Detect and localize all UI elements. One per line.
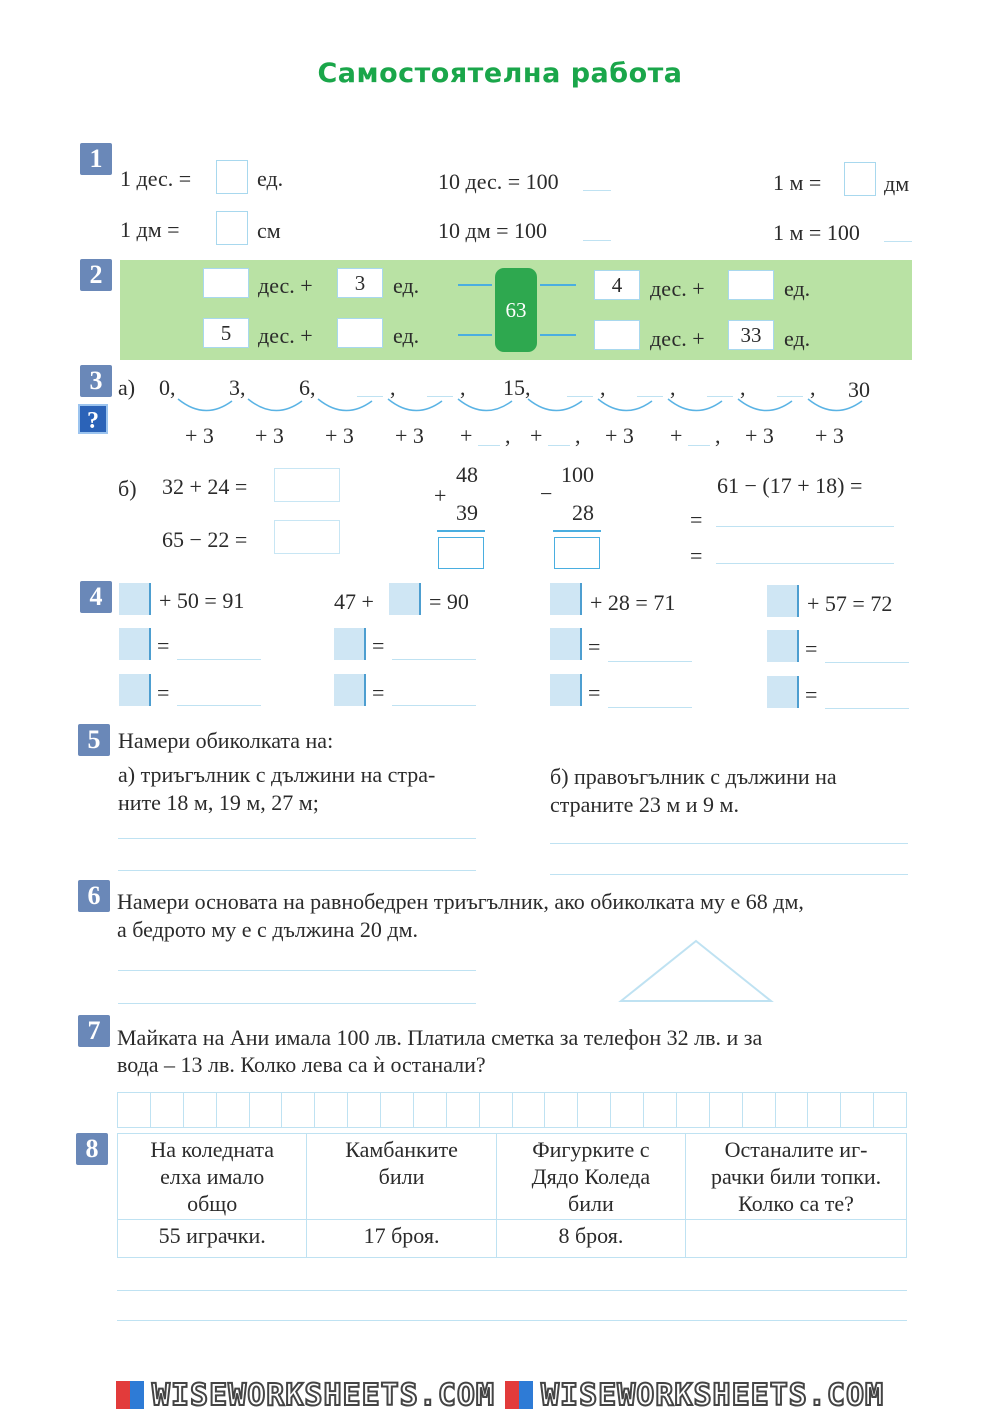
arc-arrow-icon [808, 399, 862, 411]
ex3-seq-item: , [740, 375, 746, 400]
ex3-b1: 32 + 24 = [162, 474, 248, 499]
exercise-3-badge: 3 [80, 365, 112, 397]
ex4-eq: = [805, 636, 818, 661]
ex3-add-sign: + [434, 483, 447, 508]
ex4-eq1: + 50 = 91 [159, 588, 245, 613]
ex3-step: + 3 [815, 423, 844, 448]
ex4-answer-line[interactable] [177, 705, 261, 706]
ex5-answer-line[interactable] [550, 874, 908, 875]
header-line: Дядо Коледа [531, 1164, 651, 1189]
ex2-des-label: дес. + [258, 273, 313, 298]
ex4-eq: = [157, 633, 170, 658]
ex3-sub-answer[interactable] [554, 537, 600, 569]
ex3-sub-rule [553, 530, 601, 532]
ex1-r1a-right: ед. [257, 166, 284, 191]
exercise-7-badge: 7 [78, 1015, 110, 1047]
ex3-step: + 3 [605, 423, 634, 448]
ex4-eq: = [805, 682, 818, 707]
ex2-answer-box[interactable] [594, 320, 640, 350]
ex3-blank[interactable] [567, 396, 593, 397]
ex3-seq-item: , [810, 375, 816, 400]
ex6-line1: Намери основата на равнобедрен триъгълник, ако обиколката му е 68 дм, [117, 889, 804, 914]
ex4-unknown-box[interactable] [119, 583, 151, 615]
ex5-answer-line[interactable] [550, 843, 908, 844]
triangle-icon [618, 938, 774, 1004]
ex8-value-cell: 17 броя. [307, 1220, 496, 1258]
arc-arrow-icon [598, 399, 652, 411]
ex2-ed-label: ед. [784, 326, 811, 351]
help-icon[interactable]: ? [78, 404, 108, 434]
ex2-center-number: 63 [495, 268, 537, 352]
ex3-step-arcs [170, 393, 870, 419]
arc-arrow-icon [388, 399, 442, 411]
ex4-answer-line[interactable] [608, 661, 692, 662]
ex3-add-bottom: 39 [456, 500, 478, 525]
ex5-b-line2: страните 23 м и 9 м. [550, 792, 739, 817]
arc-arrow-icon [178, 399, 232, 411]
arrow-left-icon [540, 334, 576, 336]
exercise-6-badge: 6 [78, 880, 110, 912]
arrow-right-icon [458, 334, 492, 336]
exercise-5-badge: 5 [78, 724, 110, 756]
ex1-answer-line[interactable] [884, 241, 912, 242]
ex2-value-box: 5 [203, 318, 249, 348]
ex4-unknown-box[interactable] [767, 585, 799, 617]
ex4-eq: = [157, 680, 170, 705]
header-line: На коледната [150, 1137, 275, 1162]
header-line: рачки били топки. [710, 1164, 882, 1189]
ex4-answer-line[interactable] [177, 659, 261, 660]
ex3-seq-item: , [460, 375, 466, 400]
ex3-b2: 65 − 22 = [162, 527, 248, 552]
footer-brand-text: WISEWORKSHEETS.COM [151, 1377, 495, 1413]
ex3-expression: 61 − (17 + 18) = [717, 473, 863, 498]
ex8-table [117, 1133, 907, 1258]
ex6-answer-line[interactable] [118, 970, 476, 971]
ex5-b-line1: б) правоъгълник с дължини на [550, 764, 837, 789]
ex3-sub-top: 100 [561, 462, 594, 487]
ex8-header-cell [307, 1134, 496, 1220]
ex8-answer-line[interactable] [117, 1290, 907, 1291]
ex5-question: Намери обиколката на: [118, 728, 334, 753]
ex3-eq: = [690, 543, 703, 568]
ex3-step: + [530, 423, 543, 448]
footer-brand [505, 1378, 884, 1412]
ex4-unknown-box [334, 674, 366, 706]
ex8-header-cell [496, 1134, 685, 1220]
ex3-sub-bottom: 28 [572, 500, 594, 525]
ex1-answer-box[interactable] [216, 160, 248, 194]
ex3-step: , [575, 423, 581, 448]
ex3-eq: = [690, 507, 703, 532]
ex3-step: + [670, 423, 683, 448]
header-line: общо [187, 1191, 238, 1216]
ex3-seq-item: 3, [229, 375, 246, 400]
ex3-answer-box[interactable] [274, 520, 340, 554]
ex2-ed-label: ед. [393, 323, 420, 348]
ex4-unknown-box [334, 628, 366, 660]
ex3-blank[interactable] [357, 396, 383, 397]
ex3-blank[interactable] [427, 396, 453, 397]
ex3-answer-box[interactable] [274, 468, 340, 502]
ex3-step: + [460, 423, 473, 448]
ex8-answer-line[interactable] [117, 1320, 907, 1321]
ex1-r1c-right: дм [884, 171, 910, 196]
ex2-ed-label: ед. [393, 273, 420, 298]
ex3-step: + 3 [745, 423, 774, 448]
ex1-r1b: 10 дес. = 100 [438, 169, 559, 194]
ex8-header-cell [686, 1134, 907, 1220]
ex3-blank[interactable] [688, 445, 710, 446]
ex3-answer-line[interactable] [716, 563, 894, 564]
ex4-eq: = [372, 633, 385, 658]
ex1-r1a-left: 1 дес. = [120, 166, 192, 191]
footer-watermark [0, 1378, 1000, 1412]
ex2-answer-box[interactable] [728, 270, 774, 300]
ex1-answer-line[interactable] [583, 190, 611, 191]
ex2-answer-box[interactable] [203, 268, 249, 298]
ex4-unknown-box[interactable] [389, 583, 421, 615]
ex3-blank[interactable] [777, 396, 803, 397]
ex7-line2: вода – 13 лв. Колко лева са ѝ останали? [117, 1052, 486, 1077]
arc-arrow-icon [738, 399, 792, 411]
ex4-eq: = [588, 634, 601, 659]
ex3-seq-item: , [670, 375, 676, 400]
header-line: били [568, 1191, 614, 1216]
ex4-eq2-right: = 90 [429, 589, 469, 614]
ex3-a-label: а) [118, 375, 136, 400]
ex4-answer-line[interactable] [825, 662, 909, 663]
arc-arrow-icon [458, 399, 512, 411]
ex4-unknown-box [767, 630, 799, 662]
header-line: били [378, 1164, 425, 1189]
ex8-header-cell [118, 1134, 307, 1220]
ex4-unknown-box [119, 674, 151, 706]
ex3-blank[interactable] [707, 396, 733, 397]
arc-arrow-icon [318, 399, 372, 411]
ex8-value-cell: 8 броя. [496, 1220, 685, 1258]
ex3-seq-item: 15, [503, 375, 531, 400]
ex4-eq4: + 57 = 72 [807, 591, 893, 616]
ex3-add-top: 48 [456, 462, 478, 487]
ex3-blank[interactable] [478, 445, 500, 446]
ex2-answer-box[interactable] [337, 318, 383, 348]
ex3-add-answer[interactable] [438, 537, 484, 569]
exercise-1-badge: 1 [80, 143, 112, 175]
ex3-step: + 3 [255, 423, 284, 448]
ex4-unknown-box [767, 676, 799, 708]
ex3-step: , [715, 423, 721, 448]
ex2-ed-label: ед. [784, 276, 811, 301]
ex4-answer-line[interactable] [392, 705, 476, 706]
ex4-answer-line[interactable] [392, 659, 476, 660]
ex4-eq3: + 28 = 71 [590, 590, 676, 615]
ex3-seq-item: , [600, 375, 606, 400]
arrow-right-icon [458, 284, 492, 286]
ex4-answer-line[interactable] [825, 708, 909, 709]
ex2-value-box: 3 [337, 268, 383, 298]
exercise-4-badge: 4 [80, 581, 112, 613]
ex2-des-label: дес. + [650, 326, 705, 351]
ex3-blank[interactable] [637, 396, 663, 397]
ex8-answer-cell[interactable] [686, 1220, 907, 1258]
ex6-answer-line[interactable] [118, 1003, 476, 1004]
ex1-r2a-left: 1 дм = [120, 217, 180, 242]
ex1-r2b: 10 дм = 100 [438, 218, 548, 243]
ex6-line2: а бедрото му е с дължина 20 дм. [117, 917, 418, 942]
ex3-step: + 3 [325, 423, 354, 448]
ex2-des-label: дес. + [258, 323, 313, 348]
ex4-eq: = [588, 680, 601, 705]
header-line: Останалите иг- [724, 1137, 868, 1162]
ex1-r2a-right: см [257, 218, 281, 243]
ex3-sub-sign: − [540, 481, 553, 506]
ex1-answer-box[interactable] [844, 162, 876, 196]
ex2-value-box: 33 [728, 320, 774, 350]
arrow-left-icon [540, 284, 576, 286]
arc-arrow-icon [248, 399, 302, 411]
footer-brand-text: WISEWORKSHEETS.COM [541, 1377, 885, 1413]
ex1-answer-line[interactable] [583, 240, 611, 241]
ex4-unknown-box [550, 628, 582, 660]
page-title: Самостоятелна работа [317, 58, 683, 89]
ex4-eq: = [372, 680, 385, 705]
ex4-answer-line[interactable] [608, 707, 692, 708]
header-line: Колко са те? [738, 1191, 854, 1216]
ex3-blank[interactable] [548, 445, 570, 446]
ex4-unknown-box [119, 628, 151, 660]
ex3-seq-item: 30 [848, 377, 870, 402]
logo-icon [505, 1381, 533, 1409]
header-line: елха имало [160, 1164, 265, 1189]
ex3-seq-item: 0, [159, 375, 176, 400]
ex4-unknown-box[interactable] [550, 583, 582, 615]
ex3-step: , [505, 423, 511, 448]
ex3-add-rule [437, 530, 485, 532]
header-line: Камбанките [345, 1137, 458, 1162]
ex1-answer-box[interactable] [216, 211, 248, 245]
logo-icon [116, 1381, 144, 1409]
ex5-answer-line[interactable] [118, 870, 476, 871]
exercise-8-badge: 8 [76, 1133, 108, 1165]
ex3-step: + 3 [395, 423, 424, 448]
ex4-unknown-box [550, 674, 582, 706]
header-line: Фигурките с [532, 1137, 650, 1162]
ex7-answer-cells[interactable] [117, 1092, 907, 1128]
ex3-answer-line[interactable] [716, 526, 894, 527]
ex1-r2c: 1 м = 100 [773, 220, 860, 245]
ex5-a-line2: ните 18 м, 19 м, 27 м; [118, 790, 319, 815]
ex8-value-cell: 55 играчки. [118, 1220, 307, 1258]
ex5-a-line1: а) триъгълник с дължини на стра- [118, 762, 436, 787]
ex3-seq-item: , [390, 375, 396, 400]
ex3-step: + 3 [185, 423, 214, 448]
footer-brand [116, 1378, 495, 1412]
ex1-r1c-left: 1 м = [773, 170, 822, 195]
ex7-line1: Майката на Ани имала 100 лв. Платила сметка за телефон 32 лв. и за [117, 1025, 763, 1050]
arc-arrow-icon [528, 399, 582, 411]
exercise-2-badge: 2 [80, 259, 112, 291]
ex3-b-label: б) [118, 476, 137, 501]
ex5-answer-line[interactable] [118, 838, 476, 839]
ex4-eq2-left: 47 + [334, 589, 374, 614]
arc-arrow-icon [668, 399, 722, 411]
ex2-value-box: 4 [594, 270, 640, 300]
ex3-seq-item: 6, [299, 375, 316, 400]
ex2-des-label: дес. + [650, 276, 705, 301]
